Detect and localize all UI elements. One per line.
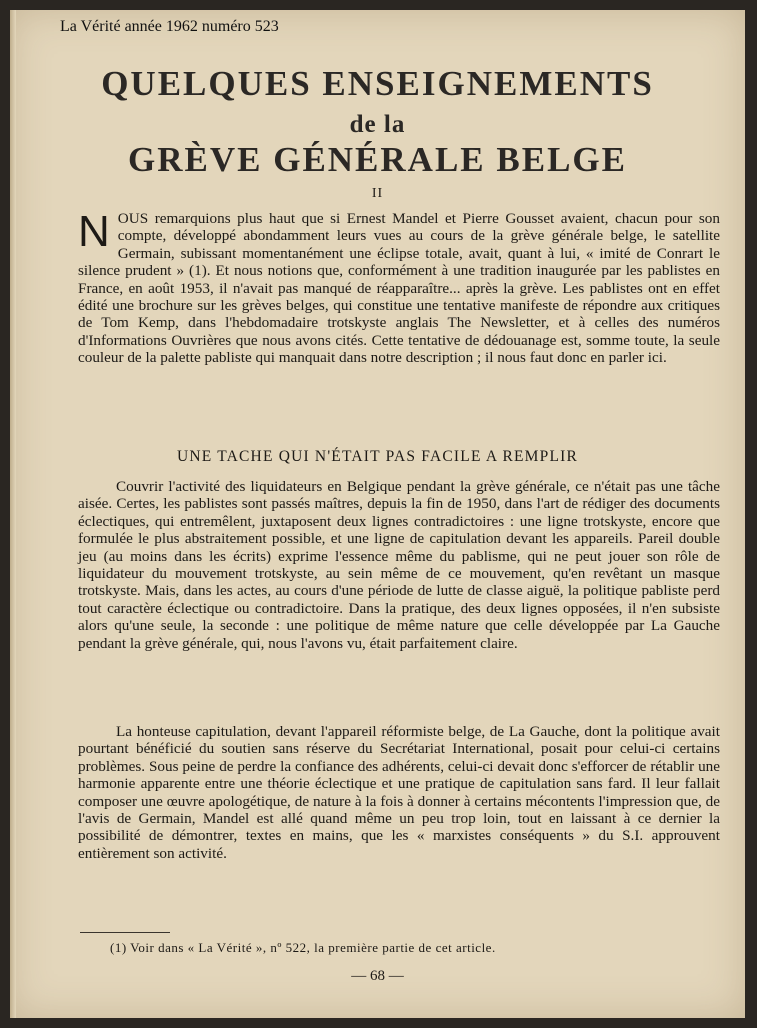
paragraph-2: Couvrir l'activité des liquidateurs en Belgique pendant la grève générale, ce n'était pas une tâche aisée. Certes, les pablistes sont passés maîtres, depuis la fin de 1950, dans l'art de rédiger des documents éclectiques, qui entremêlent, juxtaposent deux lignes contradictoires : une ligne trotskyste, encore que formulée le plus abstraitement possible, et une ligne de capitulation devant les appareils. Pareil double jeu (au moins dans les écrits) exprime l'essence même du pablisme, qui ne peut jouer son rôle de liquidateur du mouvement trotskyste, au sein même de ce mouvement, qu'en revêtant un masque trotskyste. Mais, dans les actes, au cours d'une période de lutte de classe aiguë, la politique pabliste perd tout caractère éclectique ou contradictoire. Dans la pratique, des deux lignes opposées, il n'en subsiste alors qu'une seule, la seconde : une politique de même nature que celle développée par La Gauche pendant la grève générale, qui, nous l'avons vu, était parfaitement claire. [78,478,720,652]
section-heading: UNE TACHE QUI N'ÉTAIT PAS FACILE A REMPLIR [176,448,579,465]
title-line-1: QUELQUES ENSEIGNEMENTS [101,64,654,103]
footnote-separator [80,932,170,933]
paragraph-1-text: OUS remarquions plus haut que si Ernest Mandel et Pierre Gousset avaient, chacun pour son compte, développé abondamment leurs vues au cours de la grève générale belge, le satellite Germain, subissant momentanément une éclipse totale, avait, quant à lui, « imité de Conrart le silence prudent » (1). Et nous notions que, conformément à une tradition inaugurée par les pablistes en France, en août 1953, il n'avait pas manqué de réapparaître... après la grève. Les pablistes ont en effet édité une brochure sur les grèves belges, qui constitue une tentative manifeste de répondre aux critiques de Tom Kemp, dans l'hebdomadaire trotskyste anglais The Newsletter, et à celles des numéros d'Informations Ouvrières que nous avons cités. Cette tentative de dédouanage est, somme toute, la seule couleur de la palette pabliste qui manquait dans notre description ; il nous faut donc en parler ici. [78,210,720,367]
footnote: (1) Voir dans « La Vérité », nº 522, la première partie de cet article. [110,940,496,955]
header-label: La Vérité année 1962 numéro 523 [60,18,279,35]
page-number: — 68 — [351,968,404,984]
drop-cap: N [78,207,110,256]
paragraph-3: La honteuse capitulation, devant l'appareil réformiste belge, de La Gauche, dont la politique avait pourtant bénéficié du soutien sans réserve du Secrétariat International, posait pour celui-ci certains problèmes. Sous peine de perdre la confiance des adhérents, celui-ci devait donc s'efforcer de rétablir une harmonie apparente entre une théorie éclectique et une pratique de capitulation sans fard. Il leur fallait composer une œuvre apologétique, de nature à la fois à donner à certains mécontents l'impression que, de l'avis de Germain, Mandel est allé quand même un peu trop loin, tout en laissant à ce dernier la possibilité de démontrer, textes en mains, que les « marxistes conséquents » du S.I. approuvent entièrement son activité. [78,723,720,862]
title-line-2: de la [349,111,406,138]
title-line-3: GRÈVE GÉNÉRALE BELGE [128,140,627,179]
paragraph-1 [78,207,720,367]
part-number: II [371,186,384,201]
document-page [10,10,745,1018]
